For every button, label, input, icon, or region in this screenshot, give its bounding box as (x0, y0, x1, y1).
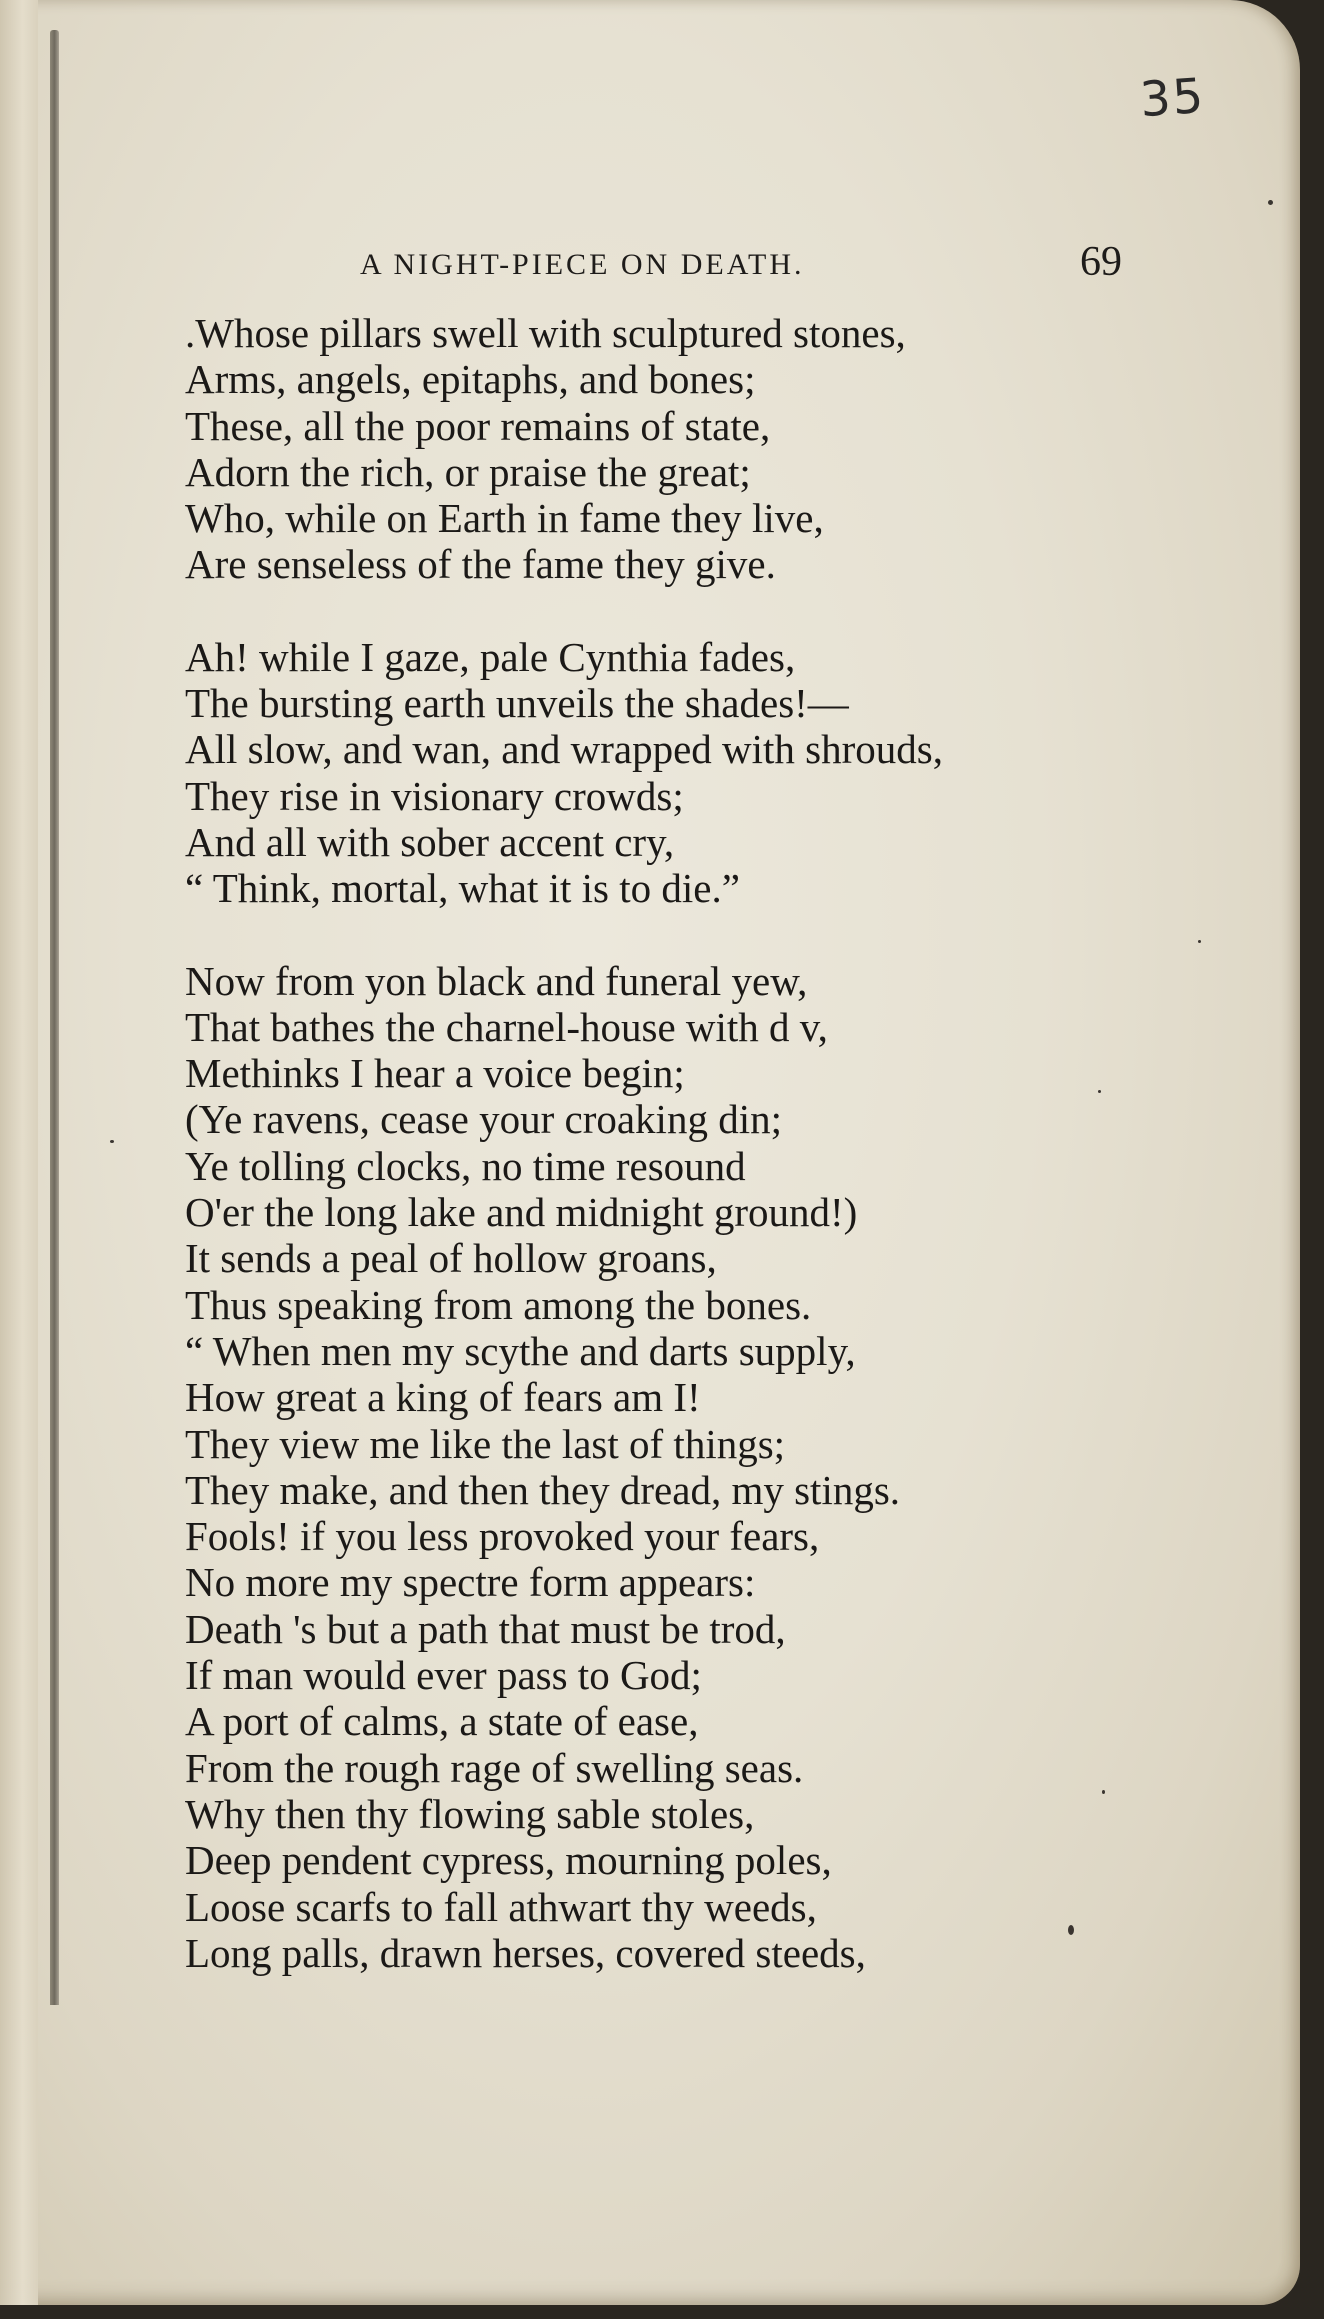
poem-line: Loose scarfs to fall athwart thy weeds, (185, 1883, 817, 1930)
poem-line: Arms, angels, epitaphs, and bones; (185, 356, 756, 403)
poem-line: “ When men my scythe and darts supply, (185, 1327, 856, 1374)
binding-edge (50, 30, 59, 2005)
poem-line: And all with sober accent cry, (185, 818, 675, 865)
gutter-shadow (0, 0, 80, 2005)
poem-line: Why then thy flowing sable stoles, (185, 1790, 755, 1837)
running-head: A NIGHT-PIECE ON DEATH. (360, 248, 805, 281)
poem-line: No more my spectre form appears: (185, 1559, 756, 1606)
poem-line: (Ye ravens, cease your croaking din; (185, 1096, 782, 1143)
poem-line: Thus speaking from among the bones. (185, 1281, 812, 1328)
poem-line: They make, and then they dread, my stings. (185, 1466, 901, 1513)
poem-line: A port of calms, a state of ease, (185, 1698, 699, 1745)
poem-line: All slow, and wan, and wrapped with shrouds, (185, 726, 943, 773)
page-number: 69 (1080, 239, 1122, 285)
poem-line: Ah! while I gaze, pale Cynthia fades, (185, 633, 796, 680)
poem-line: They view me like the last of things; (185, 1420, 786, 1467)
stanza-1 (185, 310, 1265, 588)
poem-line: Death 's but a path that must be trod, (185, 1605, 786, 1652)
poem-line: .Whose pillars swell with sculptured stones, (185, 310, 906, 356)
poem-line: These, all the poor remains of state, (185, 402, 771, 449)
poem-line: O'er the long lake and midnight ground!) (185, 1189, 858, 1236)
poem-line: The bursting earth unveils the shades!— (185, 680, 849, 727)
ink-speck (110, 1140, 114, 1143)
ink-speck (1068, 1925, 1074, 1935)
poem-line: From the rough rage of swelling seas. (185, 1744, 804, 1791)
ink-speck (1102, 1790, 1105, 1794)
poem-line: Long palls, drawn herses, covered steeds, (185, 1929, 866, 1976)
poem-line: Are senseless of the fame they give. (185, 541, 776, 588)
poem-line: Fools! if you less provoked your fears, (185, 1513, 820, 1560)
poem-line: It sends a peal of hollow groans, (185, 1235, 717, 1282)
poem-line: “ Think, mortal, what it is to die.” (185, 865, 740, 912)
poem-line: Ye tolling clocks, no time resound (185, 1142, 746, 1189)
poem-line: They rise in visionary crowds; (185, 772, 684, 819)
poem-line: That bathes the charnel-house with d v, (185, 1003, 828, 1050)
poem-line: Methinks I hear a voice begin; (185, 1050, 685, 1097)
ink-speck (1268, 200, 1273, 205)
poem-text (185, 310, 1265, 1976)
ink-speck (1098, 1090, 1101, 1093)
poem-line: How great a king of fears am I! (185, 1374, 701, 1421)
stanza-2 (185, 634, 1265, 912)
stanza-3 (185, 958, 1265, 1977)
ink-speck (1198, 940, 1201, 943)
poem-line: Deep pendent cypress, mourning poles, (185, 1837, 832, 1884)
poem-line: Adorn the rich, or praise the great; (185, 448, 751, 495)
handwritten-folio-number: 35 (1138, 67, 1207, 129)
poem-line: Now from yon black and funeral yew, (185, 957, 808, 1004)
poem-line: If man would ever pass to God; (185, 1652, 702, 1699)
poem-line: Who, while on Earth in fame they live, (185, 495, 824, 542)
